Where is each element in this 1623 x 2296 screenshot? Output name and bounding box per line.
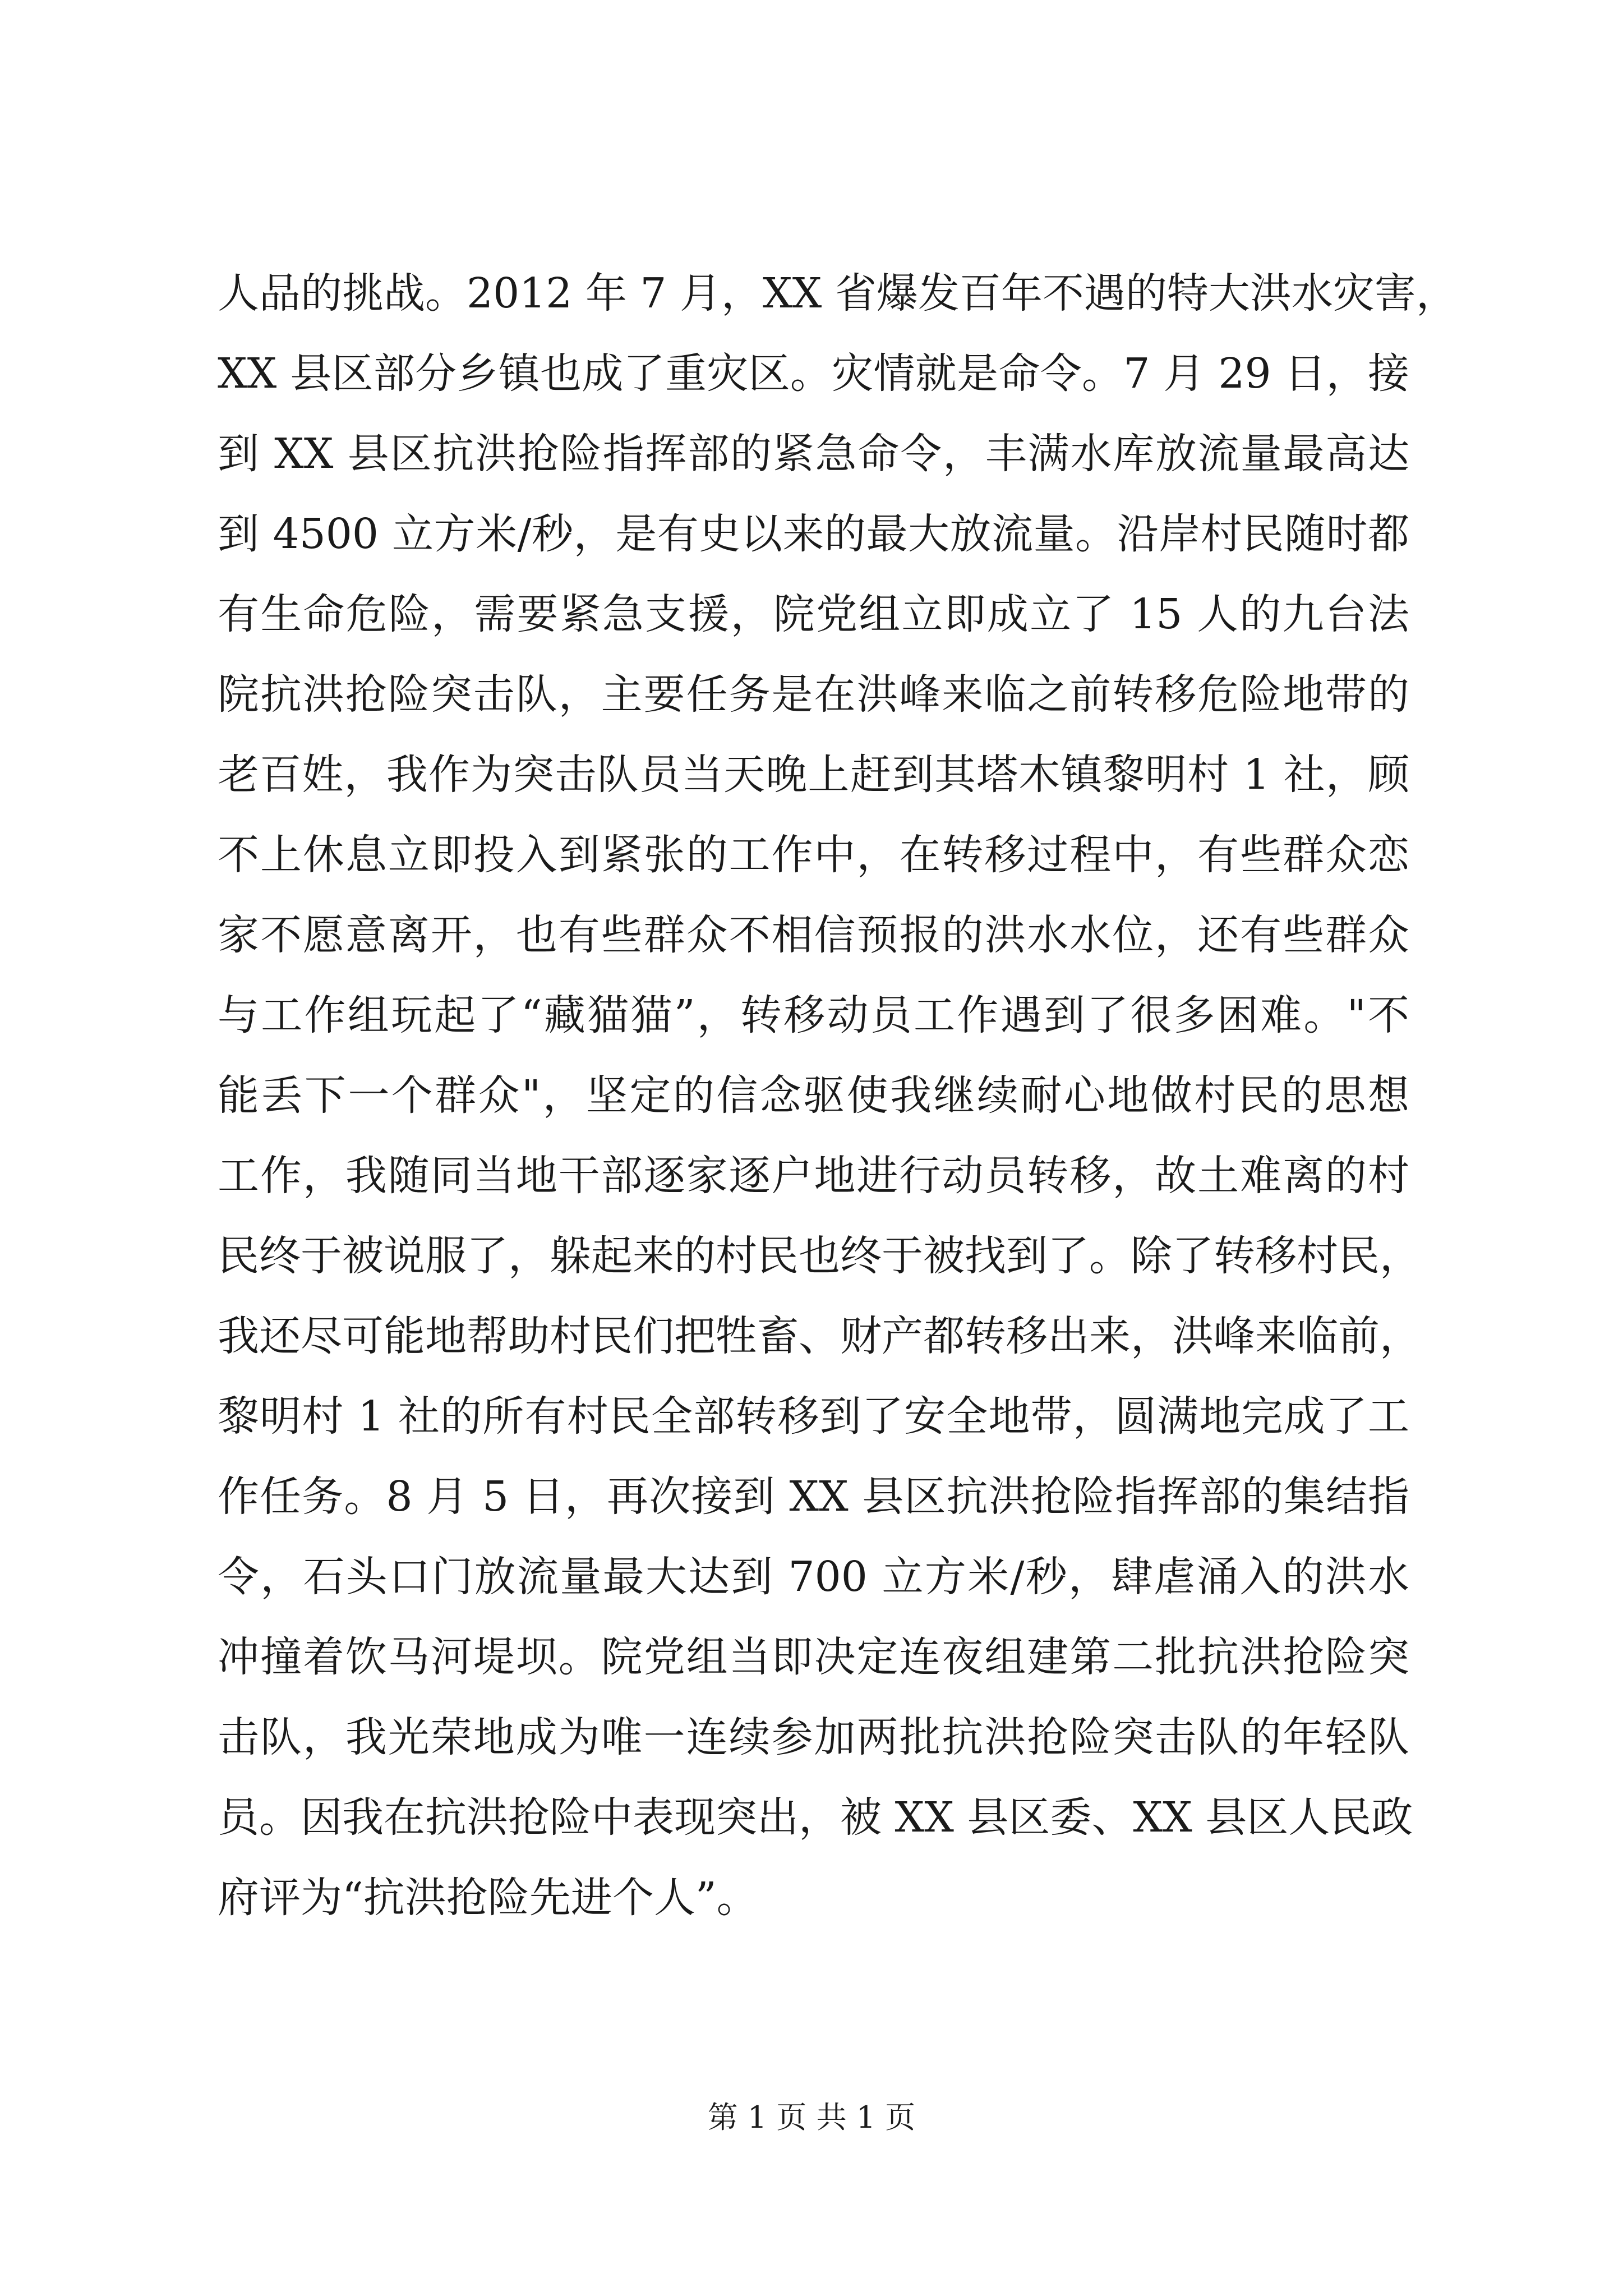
body-paragraph — [218, 254, 1458, 1938]
text-line: 能丢下一个群众"，坚定的信念驱使我继续耐心地做村民的思想 — [218, 1071, 1409, 1120]
text-line: 击队，我光荣地成为唯一连续参加两批抗洪抢险突击队的年轻队 — [218, 1713, 1409, 1761]
text-line: 家不愿意离开，也有些群众不相信预报的洪水水位，还有些群众 — [218, 911, 1409, 959]
page-footer — [0, 2098, 1623, 2137]
text-line: 员。因我在抗洪抢险中表现突出，被 XX 县区委、XX 县区人民政 — [218, 1793, 1413, 1842]
text-line: 有生命危险，需要紧急支援，院党组立即成立了 15 人的九台法 — [218, 590, 1409, 638]
text-line: 不上休息立即投入到紧张的工作中，在转移过程中，有些群众恋 — [218, 831, 1409, 879]
text-line: 到 XX 县区抗洪抢险指挥部的紧急命令，丰满水库放流量最高达 — [218, 430, 1409, 478]
text-line: 令，石头口门放流量最大达到 700 立方米/秒，肆虐涌入的洪水 — [218, 1553, 1409, 1601]
text-line: 民终于被说服了，躲起来的村民也终于被找到了。除了转移村民， — [218, 1232, 1421, 1280]
text-line: 到 4500 立方米/秒，是有史以来的最大放流量。沿岸村民随时都 — [218, 510, 1409, 558]
text-line: 作任务。8 月 5 日，再次接到 XX 县区抗洪抢险指挥部的集结指 — [218, 1473, 1409, 1521]
page-number: 第 1 页 共 1 页 — [707, 2100, 916, 2135]
text-line: 与工作组玩起了“藏猫猫”，转移动员工作遇到了很多困难。"不 — [218, 991, 1409, 1039]
text-line: 黎明村 1 社的所有村民全部转移到了安全地带，圆满地完成了工 — [218, 1392, 1409, 1441]
text-line: 工作，我随同当地干部逐家逐户地进行动员转移，故土难离的村 — [218, 1152, 1409, 1200]
text-line: 府评为“抗洪抢险先进个人”。 — [218, 1874, 758, 1922]
text-line: 我还尽可能地帮助村民们把牲畜、财产都转移出来，洪峰来临前， — [218, 1312, 1421, 1360]
text-line: 人品的挑战。2012 年 7 月，XX 省爆发百年不遇的特大洪水灾害， — [218, 269, 1458, 318]
text-line: XX 县区部分乡镇也成了重灾区。灾情就是命令。7 月 29 日，接 — [218, 349, 1409, 398]
text-line: 老百姓，我作为突击队员当天晚上赶到其塔木镇黎明村 1 社，顾 — [218, 751, 1409, 799]
text-line: 院抗洪抢险突击队，主要任务是在洪峰来临之前转移危险地带的 — [218, 670, 1409, 719]
text-line: 冲撞着饮马河堤坝。院党组当即决定连夜组建第二批抗洪抢险突 — [218, 1633, 1409, 1681]
